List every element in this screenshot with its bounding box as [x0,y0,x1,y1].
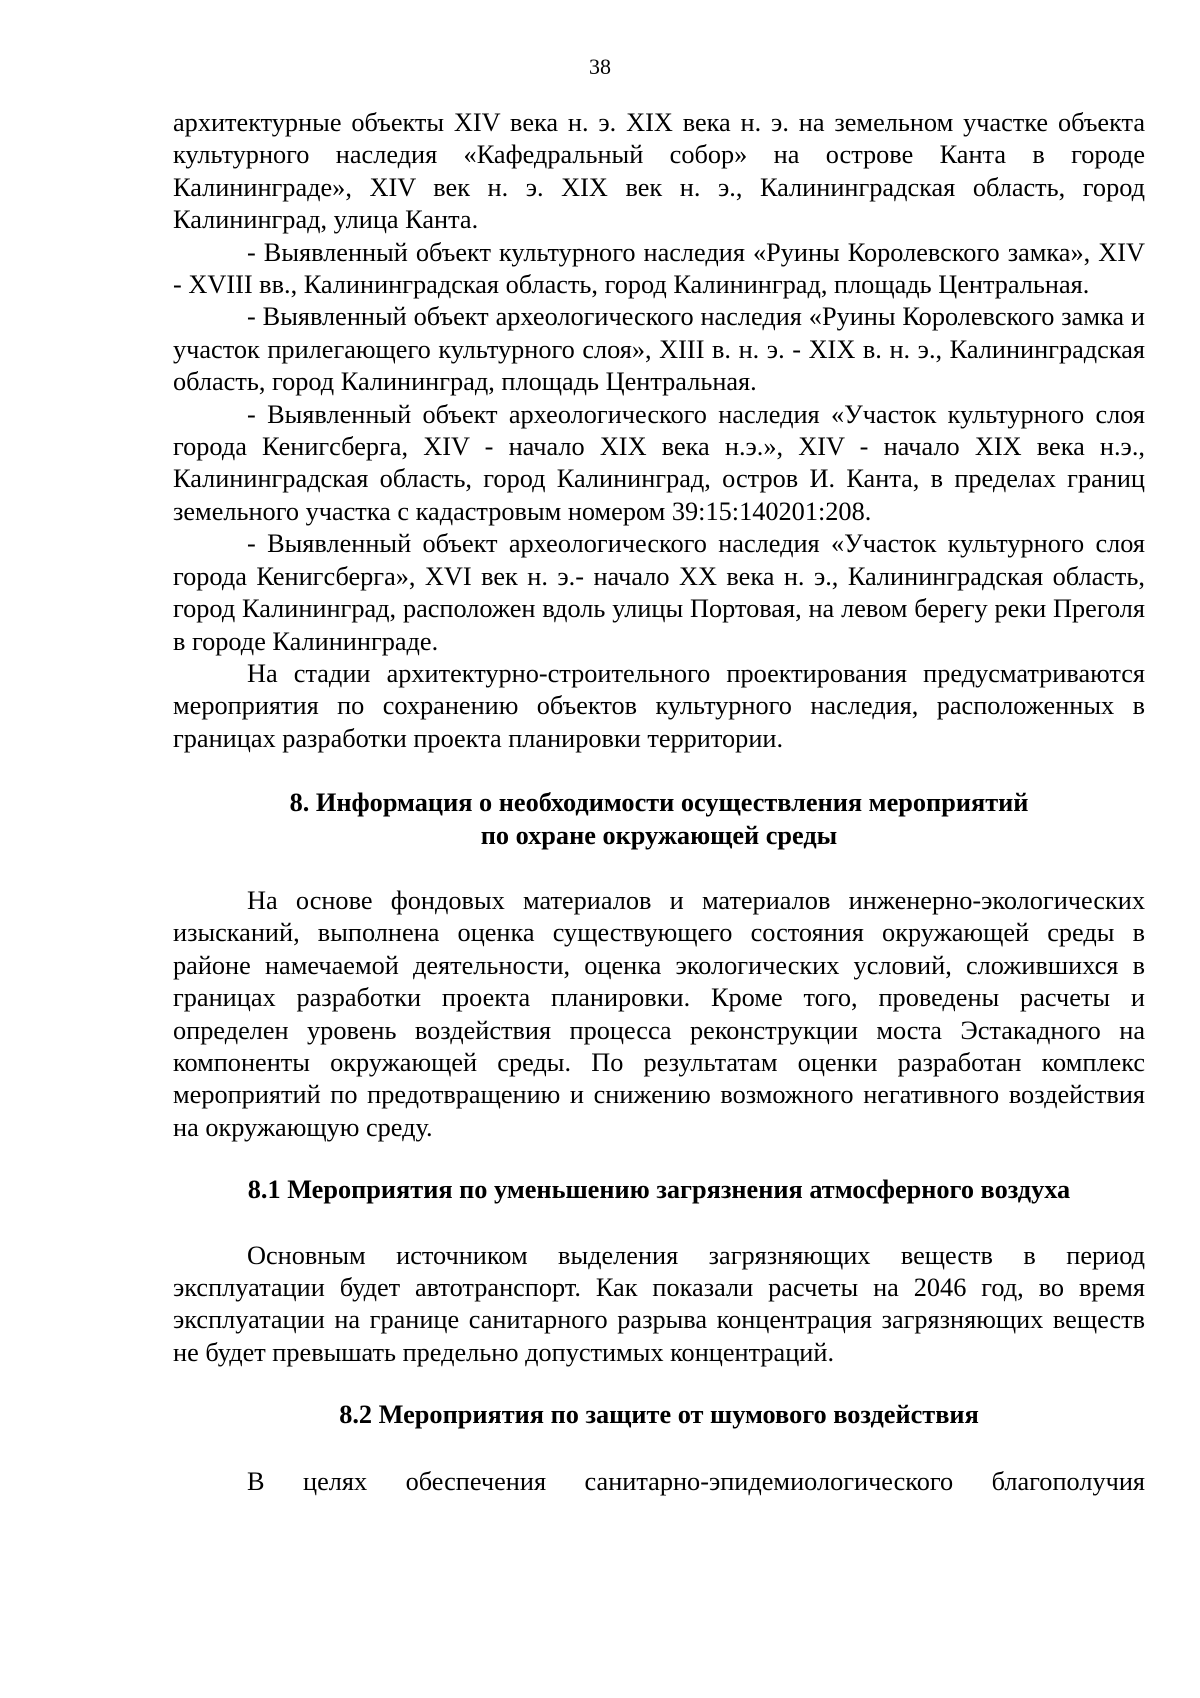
section-8-1-paragraph: Основным источником выделения загрязняющих веществ в период эксплуатации будет автотранспорт. Как показали расчеты на 2046 год, во время эксплуатации на границе санитарного разрыва концентрация загрязняющих веществ не будет превышать предельно допустимых концентраций. [173,1240,1145,1367]
paragraph-heritage-castle-ruins: - Выявленный объект культурного наследия «Руины Королевского замка», XIV - XVIII вв., Калининградская область, город Калининград, площадь Центральная. [173,237,1145,300]
section-8-2-heading: 8.2 Мероприятия по защите от шумового воздействия [339,1400,979,1430]
paragraph-continuation: архитектурные объекты XIV века н. э. XIX века н. э. на земельном участке объекта культурного наследия «Кафедральный собор» на острове Канта в городе Калининграде», XIV век н. э. XIX век н. э., Калининградская область, город Калининград, улица Канта. [173,108,1145,235]
section-8-2-paragraph: В целях обеспечения санитарно-эпидемиологического благополучия [247,1466,1145,1496]
section-8-heading-line2: по охране окружающей среды [480,820,838,850]
section-8-1-heading: 8.1 Мероприятия по уменьшению загрязнения атмосферного воздуха [247,1175,1071,1205]
page-number: 38 [589,54,611,79]
section-8-heading-line1: 8. Информация о необходимости осуществления мероприятий [289,788,1029,818]
section-8-paragraph: На основе фондовых материалов и материалов инженерно-экологических изысканий, выполнена оценка существующего состояния окружающей среды в районе намечаемой деятельности, оценка экологических условий, сложившихся в границах разработки проекта планировки. Кроме того, проведены расчеты и определен уровень воздействия процесса реконструкции моста Эстакадного на компоненты окружающей среды. По результатам оценки разработан комплекс мероприятий по предотвращению и снижению возможного негативного воздействия на окружающую среду. [173,885,1145,1142]
paragraph-heritage-measures: На стадии архитектурно-строительного проектирования предусматриваются мероприятия по сохранению объектов культурного наследия, расположенных в границах разработки проекта планировки территории. [173,658,1145,753]
paragraph-heritage-portovaya: - Выявленный объект археологического наследия «Участок культурного слоя города Кенигсберга», XVI век н. э.- начало XX века н. э., Калининградская область, город Калининград, расположен вдоль улицы Портовая, на левом берегу реки Преголя в городе Калининграде. [173,529,1145,656]
section-8-heading [173,787,1145,852]
paragraph-heritage-konigsberg-layer: - Выявленный объект археологического наследия «Участок культурного слоя города Кенигсберга, XIV - начало XIX века н.э.», XIV - начало XIX века н.э., Калининградская область, город Калининград, остров И. Канта, в пределах границ земельного участка с кадастровым номером 39:15:140201:208. [173,399,1145,526]
document-body [173,107,1145,1498]
paragraph-heritage-castle-layer: - Выявленный объект археологического наследия «Руины Королевского замка и участок прилегающего культурного слоя», XIII в. н. э. - XIX в. н. э., Калининградская область, город Калининград, площадь Центральная. [173,302,1145,397]
